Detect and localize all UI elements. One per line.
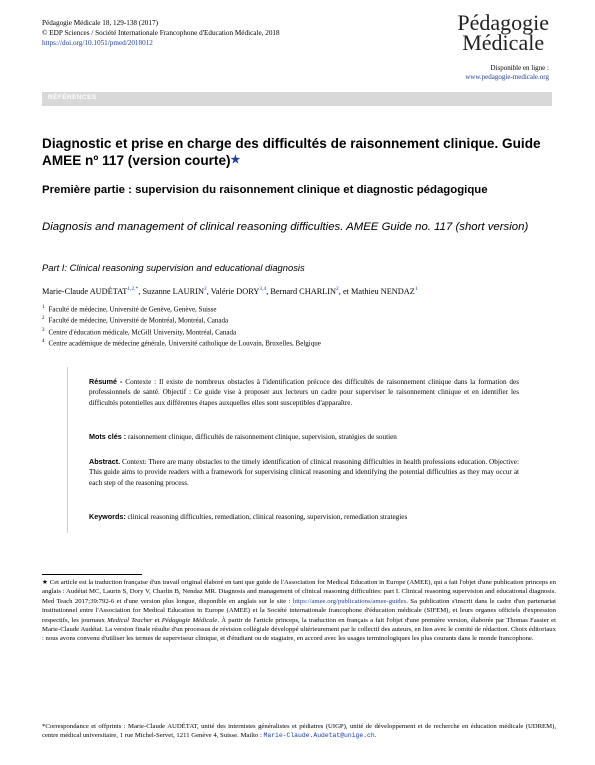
correspondence-text: *Correspondance et offprints : Marie-Claude AUDÉTAT, unité des internistes généralistes et pédiatres (UIGP), unité de développement et de recherche en éducation médicale (UDREM), centre médical universitaire, 1 rue Michel-Servet, 1211 Genève 4, Suisse. Mailto : — [42, 723, 556, 740]
author-name: Marie-Claude AUDÉTAT — [42, 286, 128, 296]
author-affiliation-ref: 1,2,* — [127, 286, 139, 292]
keywords-label: Keywords: — [89, 512, 126, 521]
title-footnote-star[interactable]: ★ — [230, 154, 241, 166]
mots-cles-label: Mots clés : — [89, 432, 127, 441]
author-separator: , — [206, 286, 211, 296]
affiliation-text: Centre d'éducation médicale, McGill University, Montréal, Canada — [48, 327, 237, 336]
resume-paragraph — [89, 377, 519, 408]
section-band — [42, 92, 552, 106]
footnote-rule — [42, 574, 142, 575]
journal-citation: Pédagogie Médicale 18, 129-138 (2017) — [42, 19, 158, 27]
journal-logo — [457, 10, 549, 55]
author-separator: , et — [338, 286, 352, 296]
article-title-en: Diagnosis and management of clinical reasoning difficulties. AMEE Guide no. 117 (short version) — [42, 221, 529, 233]
affiliation-number: 4 — [42, 338, 45, 344]
affiliation-item — [42, 326, 562, 337]
footnote-translation — [42, 578, 556, 644]
footnote-star: ★ — [42, 579, 49, 586]
affiliation-number: 1 — [42, 305, 45, 310]
affiliation-item — [42, 314, 562, 325]
correspondence-end: . — [374, 732, 377, 740]
author-separator: , — [266, 286, 271, 296]
article-title — [42, 135, 557, 169]
abstract-text: Context: There are many obstacles to the timely identification of clinical reasoning difficulties in health professions education. Objective: This guide aims to provide readers with a framework for supervising clinical reasoning and identifying the potential difficulties as they may occur at each step of the reasoning process. — [89, 458, 519, 487]
journal-name: Medical Teacher — [107, 616, 153, 624]
footnote-text: . Sa publication s'inscrit dans le cadre d'un partenariat institutionnel entre l'Association for Medical Education in Europe (AMEE) et la Société internationale francophone d'éducation médicale (SIFEM), et leurs organes officiels d'expression respectifs, les journaux — [42, 597, 556, 624]
keywords-paragraph — [89, 512, 519, 522]
journal-name: Pédagogie Médicale — [161, 616, 218, 624]
affiliation-number: 2 — [42, 316, 45, 322]
copyright-line: © EDP Sciences / Société Internationale Francophone d'Education Médicale, 2018 — [42, 29, 280, 37]
logo-line-1: Pédagogie — [457, 10, 549, 35]
journal-website-link[interactable]: www.pedagogie-medicale.org — [465, 73, 549, 81]
affiliation-text: Faculté de médecine, Université de Montréal, Montréal, Canada — [48, 316, 229, 325]
affiliation-text: Centre académique de médecine générale, Université catholique de Louvain, Bruxelles, Belgique — [48, 339, 321, 348]
author-name: Valérie DORY — [210, 286, 260, 296]
author-affiliation-ref: 1 — [414, 286, 418, 292]
part-title-fr: Première partie : supervision du raisonnement clinique et diagnostic pédagogique — [42, 184, 488, 196]
mots-cles-text: raisonnement clinique, difficultés de raisonnement clinique, supervision, stratégies de soutien — [126, 433, 397, 441]
affiliation-item — [42, 303, 562, 314]
title-text: Diagnostic et prise en charge des difficultés de raisonnement clinique. Guide AMEE nº 117 (version courte) — [42, 136, 541, 168]
footnote-text: . À partir de l'article princeps, la traduction en français a fait l'objet d'une première version, élaborée par Thomas Fassier et Marie-Claude Audétat. La version finale résulte d'un processus de révision collégiale développé ultérieurement par le collectif des auteurs, en lien avec le comité de rédaction. Choix éditoriaux : nous avons convenu d'utiliser les termes de superviseur clinique, et d'étudiant ou de stagiaire, en accord avec les usages terminologiques les plus courants dans le monde francophone. — [42, 616, 557, 643]
footnote-text: Cet article est la traduction française d'un travail original élaboré en tant que guide de l'Association for Medical Education in Europe (AMEE), qui a fait l'objet d'une publication princeps en anglais : Audétat MC, Laurin S, Dory V, Charlin B, Nendaz MR. Diagnosis and management of clinical reasoning difficulties: part I. Clinical reasoning supervision and educational diagnosis. Med Teach 2017;39:792-6 et d'une version plus longue, disponible en anglais sur le site : — [42, 579, 556, 605]
footnote-text: et — [152, 616, 162, 624]
amee-guides-link[interactable]: https://amee.org/publications/amee-guides — [292, 597, 407, 605]
author-name: Bernard CHARLIN — [270, 286, 337, 296]
doi-link[interactable]: https://doi.org/10.1051/pmed/2018012 — [42, 39, 153, 47]
part-title-en: Part I: Clinical reasoning supervision and educational diagnosis — [42, 262, 305, 273]
journal-header — [42, 18, 280, 48]
author-name: Mathieu NENDAZ — [351, 286, 415, 296]
footnote-correspondence — [42, 722, 556, 741]
author-affiliation-ref: 3,4 — [259, 286, 267, 292]
mots-cles-paragraph — [89, 432, 519, 442]
abstract-paragraph — [89, 457, 519, 488]
section-label: RÉFÉRENCES — [48, 94, 97, 101]
online-label: Disponible en ligne : — [490, 64, 549, 72]
author-name: Suzanne LAURIN — [142, 286, 204, 296]
resume-label: Résumé - — [89, 377, 123, 386]
author-affiliation-ref: 2 — [203, 286, 207, 292]
online-availability — [465, 64, 549, 82]
keywords-text: clinical reasoning difficulties, remediation, clinical reasoning, supervision, remediation strategies — [125, 513, 408, 521]
author-separator: , — [138, 286, 143, 296]
logo-line-2: Médicale — [462, 30, 545, 55]
affiliation-number: 3 — [42, 327, 45, 333]
affiliation-list — [42, 303, 562, 348]
author-list — [42, 284, 562, 297]
affiliation-text: Faculté de médecine, Université de Genève, Genève, Suisse — [48, 305, 217, 314]
email-link[interactable]: Marie-Claude.Audetat@unige.ch — [263, 732, 375, 740]
author-affiliation-ref: 2 — [336, 286, 339, 292]
resume-text: Contexte : Il existe de nombreux obstacles à l'identification précoce des difficultés de raisonnement clinique dans la formation des professionnels de santé. Objectif : Ce guide vise à proposer aux lecteurs un cadre pour superviser le raisonnement clinique et en identifier les difficultés potentielles aux différentes étapes auxquelles elles sont susceptibles d'apparaître. — [89, 378, 519, 407]
abstract-label: Abstract. — [89, 457, 121, 466]
abstract-box — [67, 367, 529, 533]
affiliation-item — [42, 337, 562, 348]
